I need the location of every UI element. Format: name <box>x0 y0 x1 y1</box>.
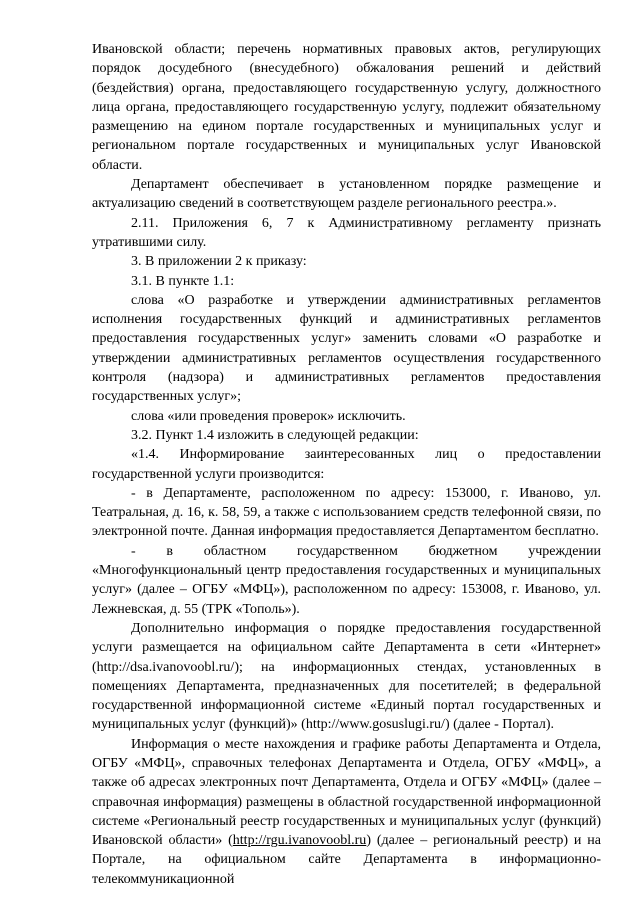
paragraph-9: «1.4. Информирование заинтересованных лиц о предоставлении государственной услуги производится: <box>92 447 601 482</box>
paragraph-13-text-after: ) (далее – региональный реестр) и на Портале, на официальном сайте Департамента в информационно-телекоммуникационной <box>92 833 601 887</box>
paragraph-11: - в областном государственном бюджетном учреждении «Многофункциональный центр предоставления государственных и муниципальных услуг» (далее – ОГБУ «МФЦ»), расположенном по адресу: 153008, г. Иваново, ул. Лежневская, д. 55 (ТРК «Тополь»). <box>92 543 601 617</box>
paragraph-3: 2.11. Приложения 6, 7 к Административному регламенту признать утратившими силу. <box>92 215 601 250</box>
paragraph-6: слова «О разработке и утверждении административных регламентов исполнения государственных функций и административных регламентов предоставления государственных услуг» заменить словами «О разработке и утверждении административных регламентов осуществления государственного контроля (надзора) и административных регламентов предоставления государственных услуг»; <box>92 292 601 405</box>
paragraph-5: 3.1. В пункте 1.1: <box>131 273 235 289</box>
document-page <box>92 40 601 889</box>
paragraph-8: 3.2. Пункт 1.4 изложить в следующей редакции: <box>131 427 419 443</box>
paragraph-4: 3. В приложении 2 к приказу: <box>131 254 307 270</box>
paragraph-1: Ивановской области; перечень нормативных правовых актов, регулирующих порядок досудебного (внесудебного) обжалования решений и действий (бездействия) органа, предоставляющего государственную услугу, должностного лица органа, предоставляющего государственную услугу, подлежит обязательному размещению на едином портале государственных и муниципальных услуг и региональном портале государственных и муниципальных услуг Ивановской области. <box>92 42 601 173</box>
paragraph-13-text-before: Информация о месте нахождения и графике работы Департамента и Отдела, ОГБУ «МФЦ», справочных телефонах Департамента и Отдела, ОГБУ «МФЦ», а также об адресах электронных почт Департамента, Отдела и ОГБУ «МФЦ» (далее – справочная информация) размещены в областной государственной информационной системе «Региональный реестр государственных и муниципальных услуг (функций) Ивановской области» ( <box>92 736 601 849</box>
paragraph-12: Дополнительно информация о порядке предоставления государственной услуги размещается на официальном сайте Департамента в сети «Интернет» (http://dsa.ivanovoobl.ru/); на информационных стендах, установленных в помещениях Департамента, предназначенных для посетителей; в федеральной государственной информационной системе «Единый портал государственных и муниципальных услуг (функций)» (http://www.gosuslugi.ru/) (далее - Портал). <box>92 620 601 733</box>
paragraph-10: - в Департаменте, расположенном по адресу: 153000, г. Иваново, ул. Театральная, д. 16, к. 58, 59, а также с использованием средств телефонной связи, по электронной почте. Данная информация предоставляется Департаментом бесплатно. <box>92 485 601 540</box>
regional-registry-link[interactable]: http://rgu.ivanovoobl.ru <box>232 833 367 849</box>
paragraph-7: слова «или проведения проверок» исключить. <box>131 408 406 424</box>
paragraph-13 <box>92 735 601 889</box>
paragraph-2: Департамент обеспечивает в установленном порядке размещение и актуализацию сведений в соответствующем разделе регионального реестра.». <box>92 177 601 212</box>
